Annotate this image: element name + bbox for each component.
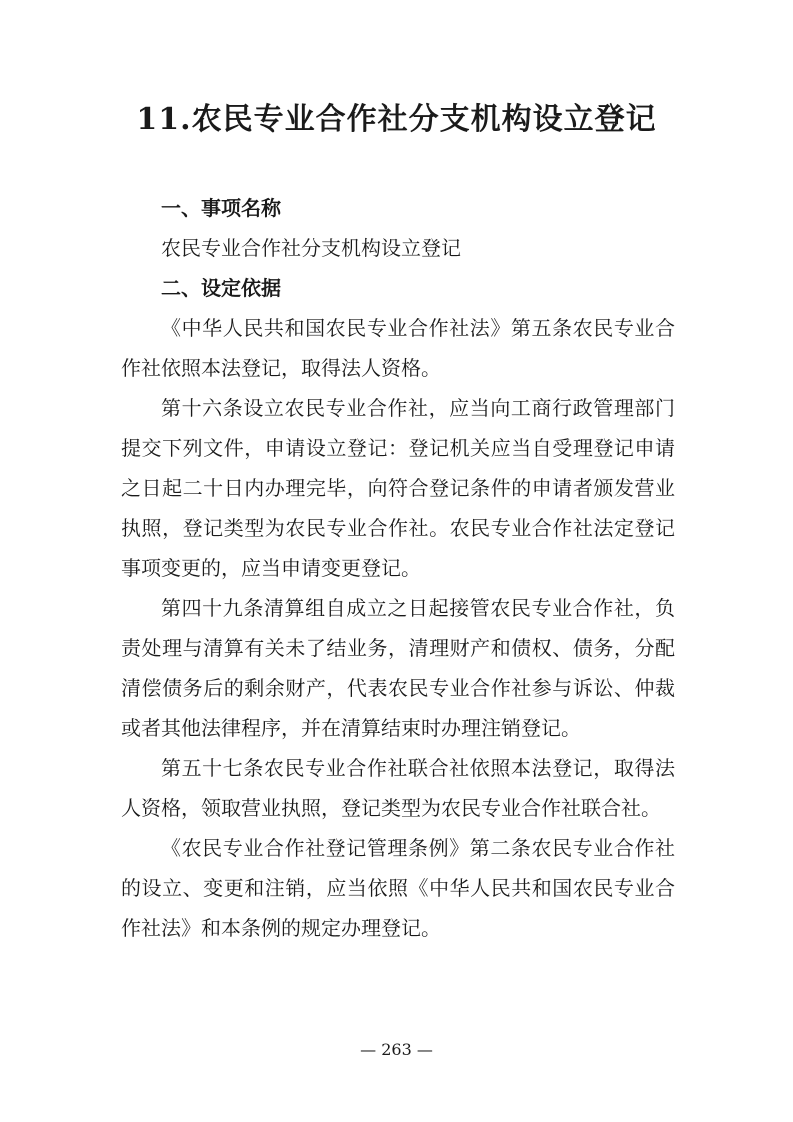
paragraph-law-article-49: 第四十九条清算组自成立之日起接管农民专业合作社，负责处理与清算有关未了结业务，清理财产和债权、债务，分配清偿债务后的剩余财产，代表农民专业合作社参与诉讼、仲裁或者其他法律程序，并在清算结束时办理注销登记。 bbox=[121, 596, 675, 740]
page-number: — 263 — bbox=[360, 1040, 433, 1059]
document-body bbox=[121, 188, 675, 948]
paragraph-law-article-5: 《中华人民共和国农民专业合作社法》第五条农民专业合作社依照本法登记，取得法人资格。 bbox=[121, 316, 675, 380]
paragraph-item-name: 农民专业合作社分支机构设立登记 bbox=[161, 236, 461, 260]
page-title: 11.农民专业合作社分支机构设立登记 bbox=[136, 102, 657, 137]
section-heading-item-name: 一、事项名称 bbox=[161, 196, 281, 220]
paragraph-law-article-57: 第五十七条农民专业合作社联合社依照本法登记，取得法人资格，领取营业执照，登记类型为农民专业合作社联合社。 bbox=[121, 756, 675, 820]
paragraph-regulation-article-2: 《农民专业合作社登记管理条例》第二条农民专业合作社的设立、变更和注销，应当依照《中华人民共和国农民专业合作社法》和本条例的规定办理登记。 bbox=[121, 836, 675, 940]
section-heading-legal-basis: 二、设定依据 bbox=[161, 276, 281, 300]
paragraph-law-article-16: 第十六条设立农民专业合作社，应当向工商行政管理部门提交下列文件，申请设立登记：登记机关应当自受理登记申请之日起二十日内办理完毕，向符合登记条件的申请者颁发营业执照，登记类型为农民专业合作社。农民专业合作社法定登记事项变更的，应当申请变更登记。 bbox=[121, 396, 675, 580]
